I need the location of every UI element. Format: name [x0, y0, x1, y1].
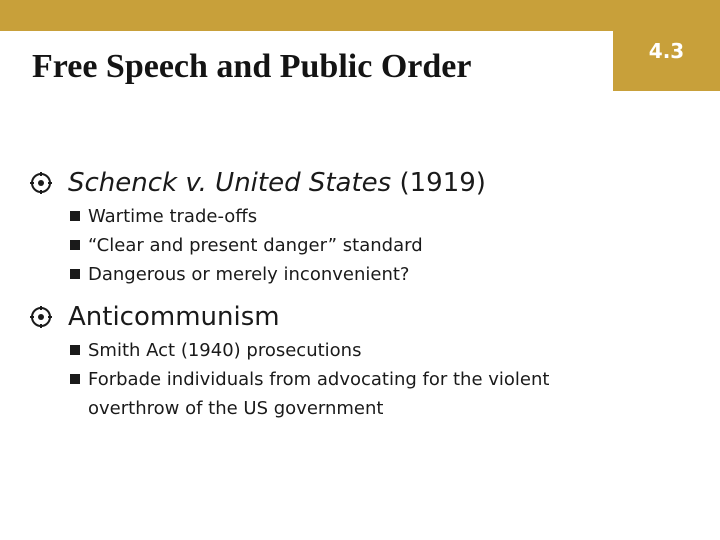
bullet-item-schenck — [30, 168, 486, 198]
square-bullet-icon — [70, 345, 80, 355]
square-bullet-icon — [70, 211, 80, 221]
sub-item-text: Wartime trade-offs — [88, 206, 258, 227]
section-number: 4.3 — [648, 38, 685, 63]
square-bullet-icon — [70, 240, 80, 250]
case-name: Schenck v. United States — [68, 168, 392, 198]
square-bullet-icon — [70, 374, 80, 384]
sub-item — [70, 202, 628, 231]
square-bullet-icon — [70, 269, 80, 279]
case-year: (1919) — [391, 168, 486, 198]
sub-item — [70, 231, 628, 260]
bullet-text: Anticommunism — [68, 302, 280, 332]
slide-title: Free Speech and Public Order — [32, 48, 472, 85]
sub-item — [70, 260, 628, 289]
sub-item-text: “Clear and present danger” standard — [88, 235, 423, 256]
section-number-tab — [613, 0, 720, 91]
bullet-text — [68, 168, 486, 198]
target-icon — [30, 172, 52, 194]
sub-item-text: Forbade individuals from advocating for the violent overthrow of the US government — [88, 369, 550, 419]
bullet-item-anticommunism — [30, 302, 280, 332]
target-icon — [30, 306, 52, 328]
sub-item — [70, 336, 628, 365]
sub-item-text: Smith Act (1940) prosecutions — [88, 340, 362, 361]
sub-item-text: Dangerous or merely inconvenient? — [88, 264, 410, 285]
header-accent-bar — [0, 0, 720, 31]
sub-item — [70, 365, 628, 423]
